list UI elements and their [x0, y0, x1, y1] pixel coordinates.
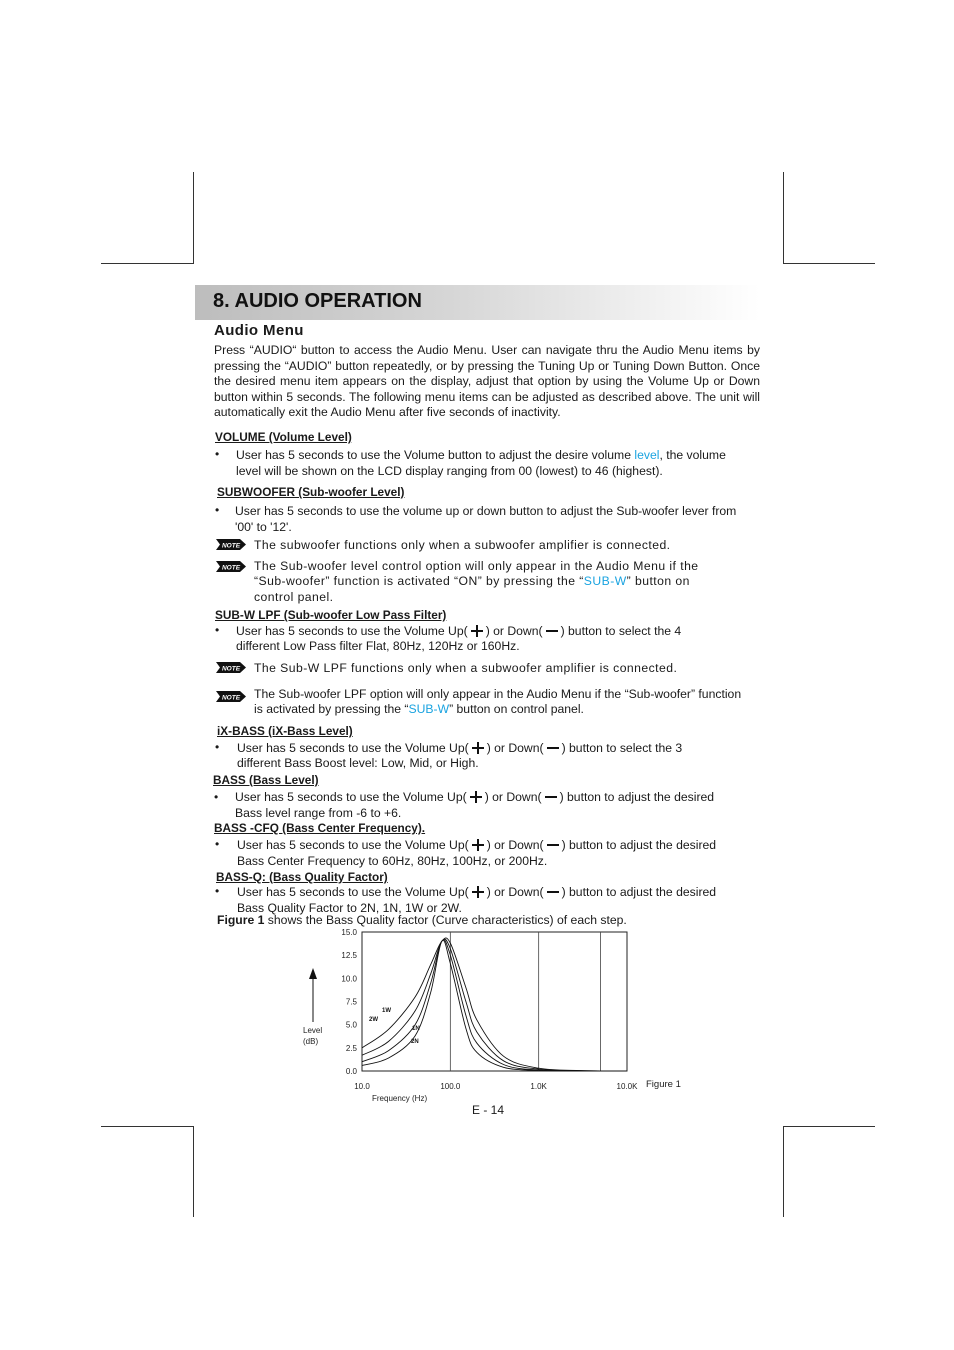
bass-cfq-bullet-line2: Bass Center Frequency to 60Hz, 80Hz, 100Hz, or 200Hz. [237, 854, 548, 868]
y-tick-label: 7.5 [345, 997, 357, 1007]
sub-w-label: SUB-W [583, 574, 627, 588]
note-badge-label: NOTE [221, 564, 241, 572]
subw-lpf-note2-line1: The Sub-woofer LPF option will only appear in the Audio Menu if the “Sub-woofer” function [254, 687, 742, 701]
subwoofer-bullet-line1: User has 5 seconds to use the volume up or down button to adjust the Sub-woofer lever from [235, 504, 737, 518]
series-label: 1W [382, 1008, 391, 1014]
crop-mark [193, 1126, 194, 1217]
x-axis-label: Frequency (Hz) [372, 1094, 428, 1103]
y-axis-label-line1: Level [303, 1026, 323, 1035]
bass-bullet-line1: User has 5 seconds to use the Volume Up( ) or Down( ) button to adjust the desired [235, 790, 715, 804]
bass-q-bullet-line1: User has 5 seconds to use the Volume Up( ) or Down( ) button to adjust the desired [237, 885, 717, 899]
subwoofer-bullet-line2: '00' to '12'. [235, 520, 292, 534]
bass-q-bullet-line2: Bass Quality Factor to 2N, 1N, 1W or 2W. [237, 901, 462, 915]
series-label: 2W [369, 1017, 378, 1023]
y-tick-label: 10.0 [341, 974, 357, 984]
note-badge-label: NOTE [221, 542, 241, 550]
y-axis-label-line2: (dB) [303, 1037, 319, 1046]
bass-cfq-bullet-line1: User has 5 seconds to use the Volume Up( ) or Down( ) button to adjust the desired [237, 838, 717, 852]
bass-bullet-line2: Bass level range from -6 to +6. [235, 806, 402, 820]
y-axis-arrow-icon [309, 968, 317, 979]
ixbass-bullet-line1: User has 5 seconds to use the Volume Up( ) or Down( ) button to select the 3 [237, 741, 683, 755]
bullet: • [214, 790, 219, 804]
subw-lpf-heading: SUB-W LPF (Sub-woofer Low Pass Filter) [215, 608, 447, 622]
intro-paragraph: Press “AUDIO“ button to access the Audio Menu. User can navigate thru the Audio Menu items by pressing the “AUDIO” button repeatedly, or by pressing the Tuning Up or Tuning Down Button. Once the desired menu item appears on the display, adjust that option by using the Volume Up or Down button within 5 seconds. The following menu items can be adjusted as described above. The unit will automatically exit the Audio Menu after five seconds of inactivity. [214, 343, 760, 419]
bullet: • [215, 884, 220, 898]
figure-caption: Figure 1 shows the Bass Quality factor (Curve characteristics) of each step. [217, 913, 627, 927]
audio-menu-heading: Audio Menu [214, 322, 304, 339]
series-label: 1N [412, 1026, 420, 1032]
note-badge-label: NOTE [221, 694, 241, 702]
subw-lpf-note1: The Sub-W LPF functions only when a subwoofer amplifier is connected. [254, 661, 678, 675]
x-tick-label: 10.0 [354, 1082, 370, 1091]
y-tick-label: 15.0 [341, 928, 357, 937]
volume-bullet-line1: User has 5 seconds to use the Volume button to adjust the desire volume level, the volume [236, 448, 726, 462]
subwoofer-note1: The subwoofer functions only when a subwoofer amplifier is connected. [254, 538, 671, 552]
subw-lpf-bullet-line2: different Low Pass filter Flat, 80Hz, 120Hz or 160Hz. [236, 639, 520, 653]
bass-heading: BASS (Bass Level) [213, 773, 319, 787]
y-tick-label: 2.5 [345, 1043, 357, 1053]
level-link: level [634, 448, 660, 462]
y-tick-label: 0.0 [345, 1067, 357, 1076]
figure-label: Figure 1 [646, 1079, 681, 1090]
series-label: 2N [411, 1039, 419, 1045]
bullet: • [215, 503, 220, 517]
plot-area [362, 932, 627, 1071]
x-tick-label: 100.0 [440, 1082, 461, 1091]
subwoofer-note2-line3: control panel. [254, 590, 334, 604]
y-tick-label: 12.5 [341, 951, 357, 961]
x-tick-label: 10.0K [616, 1082, 638, 1091]
bullet: • [215, 740, 220, 754]
subw-lpf-note2-line2: is activated by pressing the “SUB-W” button on control panel. [254, 702, 584, 716]
bass-q-heading: BASS-Q: (Bass Quality Factor) [216, 870, 388, 884]
sub-w-label: SUB-W [408, 702, 450, 716]
page-number: E - 14 [472, 1103, 505, 1117]
x-tick-label: 1.0K [530, 1082, 547, 1091]
volume-bullet-line2: level will be shown on the LCD display ranging from 00 (lowest) to 46 (highest). [236, 464, 663, 478]
ixbass-bullet-line2: different Bass Boost level: Low, Mid, or High. [237, 756, 479, 770]
subw-lpf-bullet-line1: User has 5 seconds to use the Volume Up( ) or Down( ) button to select the 4 [236, 624, 682, 638]
note-badge-label: NOTE [221, 665, 241, 673]
bullet: • [215, 447, 220, 461]
page-title: 8. AUDIO OPERATION [213, 290, 422, 312]
ixbass-heading: iX-BASS (iX-Bass Level) [217, 724, 353, 738]
bullet: • [215, 837, 220, 851]
subwoofer-heading: SUBWOOFER (Sub-woofer Level) [217, 485, 405, 499]
volume-heading: VOLUME (Volume Level) [215, 430, 352, 444]
y-tick-label: 5.0 [345, 1020, 357, 1030]
bullet: • [215, 623, 220, 637]
crop-mark [783, 1126, 784, 1217]
bass-cfq-heading: BASS -CFQ (Bass Center Frequency). [214, 821, 426, 835]
subwoofer-note2-line1: The Sub-woofer level control option will only appear in the Audio Menu if the [254, 559, 699, 573]
subwoofer-note2-line2: “Sub-woofer” function is activated “ON” by pressing the “SUB-W” button on [254, 574, 690, 588]
